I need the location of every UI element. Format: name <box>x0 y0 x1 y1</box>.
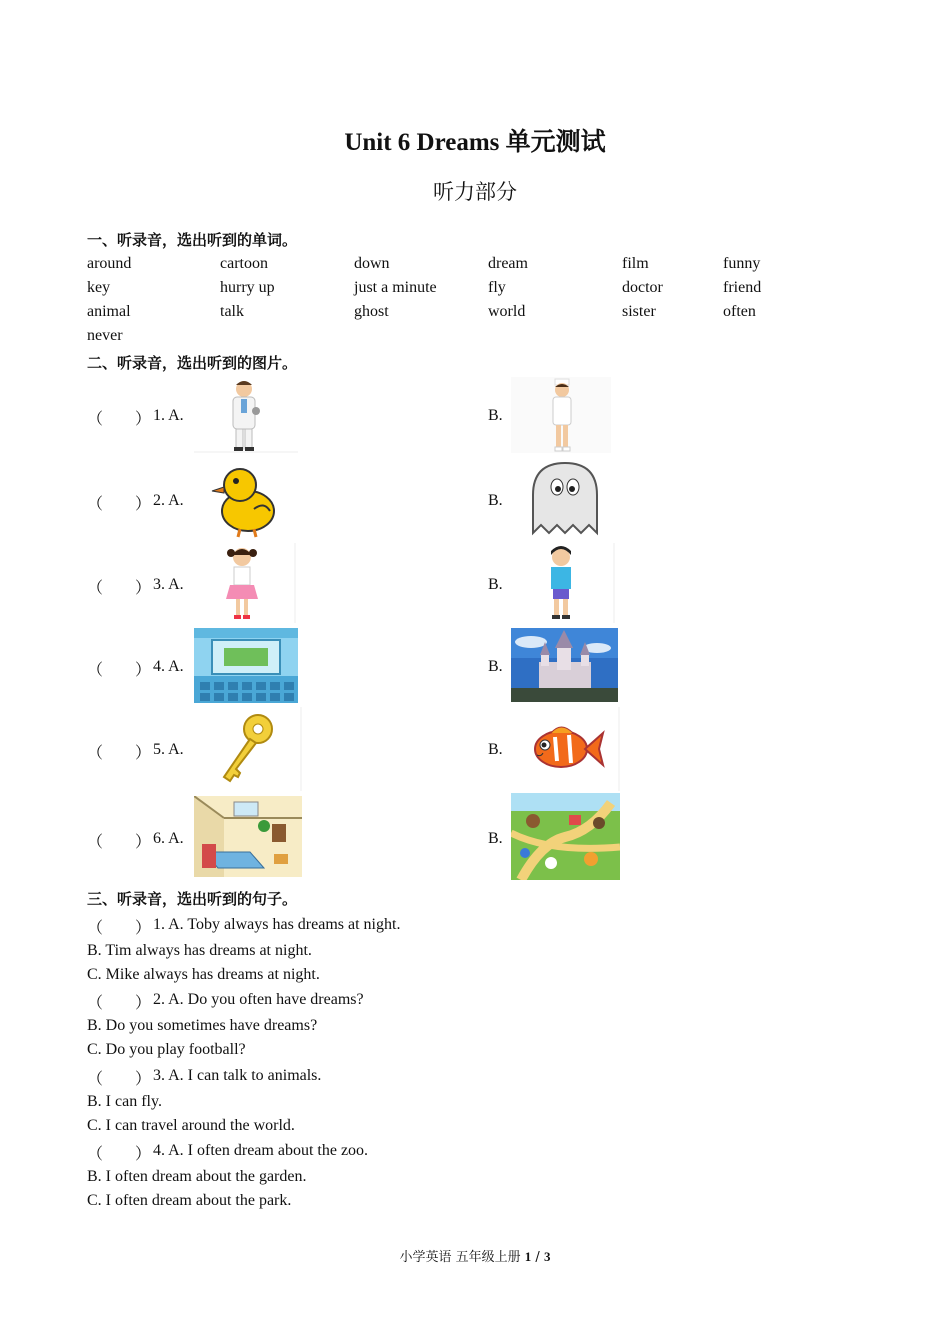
word-item: sister <box>622 303 656 320</box>
zoo-map-picture <box>511 793 620 880</box>
page-subtitle: 听力部分 <box>433 180 517 204</box>
page-total: 3 <box>543 1249 551 1264</box>
answer-blank[interactable]: （ ） <box>87 834 152 851</box>
word-item: ghost <box>354 303 389 320</box>
doctor-picture <box>194 377 298 453</box>
page-number: 1 <box>524 1249 532 1264</box>
nurse-picture <box>511 377 611 453</box>
answer-blank[interactable]: （ ） <box>87 1071 152 1088</box>
picture-option-b-label: B. <box>488 492 503 509</box>
section2-heading: 二、听录音，选出听到的图片。 <box>87 354 298 372</box>
picture-option-b-label: B. <box>488 576 503 593</box>
answer-blank[interactable]: （ ） <box>87 920 152 937</box>
sentence-option-b: B. I can fly. <box>87 1093 162 1110</box>
picture-question-label: 5. A. <box>153 741 184 758</box>
word-item: talk <box>220 303 244 320</box>
word-item: animal <box>87 303 131 320</box>
sentence-option-b: B. I often dream about the garden. <box>87 1168 307 1185</box>
picture-option-b-label: B. <box>488 741 503 758</box>
sentence-option-b: B. Do you sometimes have dreams? <box>87 1017 318 1034</box>
word-item: doctor <box>622 279 663 296</box>
word-item: film <box>622 255 649 272</box>
picture-question-label: 4. A. <box>153 658 184 675</box>
picture-option-b-label: B. <box>488 658 503 675</box>
answer-blank[interactable]: （ ） <box>87 745 152 762</box>
answer-blank[interactable]: （ ） <box>87 1146 152 1163</box>
picture-question-label: 3. A. <box>153 576 184 593</box>
girl-picture <box>194 543 296 623</box>
sentence-option-a: 3. A. I can talk to animals. <box>153 1067 322 1084</box>
word-item: hurry up <box>220 279 275 296</box>
ghost-picture <box>511 455 615 539</box>
cinema-picture <box>194 628 298 703</box>
word-item: fly <box>488 279 506 296</box>
footer-text: 小学英语 五年级上册 <box>399 1250 525 1265</box>
sentence-option-c: C. Mike always has dreams at night. <box>87 966 320 983</box>
picture-question-label: 1. A. <box>153 407 184 424</box>
word-item: friend <box>723 279 762 296</box>
word-item: dream <box>488 255 528 272</box>
picture-option-b-label: B. <box>488 407 503 424</box>
word-item: funny <box>723 255 761 272</box>
page-footer <box>0 1246 950 1265</box>
sentence-option-c: C. I often dream about the park. <box>87 1192 292 1209</box>
answer-blank[interactable]: （ ） <box>87 411 152 428</box>
answer-blank[interactable]: （ ） <box>87 580 152 597</box>
boy-picture <box>511 543 615 623</box>
section1-heading: 一、听录音，选出听到的单词。 <box>87 231 298 249</box>
sentence-option-c: C. Do you play football? <box>87 1041 246 1058</box>
picture-question-label: 6. A. <box>153 830 184 847</box>
word-item: often <box>723 303 756 320</box>
sentence-option-a: 1. A. Toby always has dreams at night. <box>153 916 401 933</box>
fish-picture <box>511 707 620 791</box>
picture-question-label: 2. A. <box>153 492 184 509</box>
word-item: world <box>488 303 526 320</box>
castle-picture <box>511 628 618 702</box>
word-item: cartoon <box>220 255 268 272</box>
answer-blank[interactable]: （ ） <box>87 995 152 1012</box>
page-separator: / <box>531 1250 544 1265</box>
word-item: around <box>87 255 132 272</box>
duck-picture <box>194 455 298 539</box>
word-item: key <box>87 279 111 296</box>
page-title: Unit 6 Dreams 单元测试 <box>344 129 606 156</box>
room-picture <box>194 796 302 877</box>
sentence-option-a: 2. A. Do you often have dreams? <box>153 991 364 1008</box>
sentence-option-c: C. I can travel around the world. <box>87 1117 295 1134</box>
answer-blank[interactable]: （ ） <box>87 496 152 513</box>
answer-blank[interactable]: （ ） <box>87 662 152 679</box>
picture-option-b-label: B. <box>488 830 503 847</box>
sentence-option-b: B. Tim always has dreams at night. <box>87 942 312 959</box>
section3-heading: 三、听录音，选出听到的句子。 <box>87 890 298 908</box>
word-item: just a minute <box>354 279 437 296</box>
sentence-option-a: 4. A. I often dream about the zoo. <box>153 1142 369 1159</box>
word-item: never <box>87 327 123 344</box>
word-item: down <box>354 255 390 272</box>
key-picture <box>194 707 302 791</box>
